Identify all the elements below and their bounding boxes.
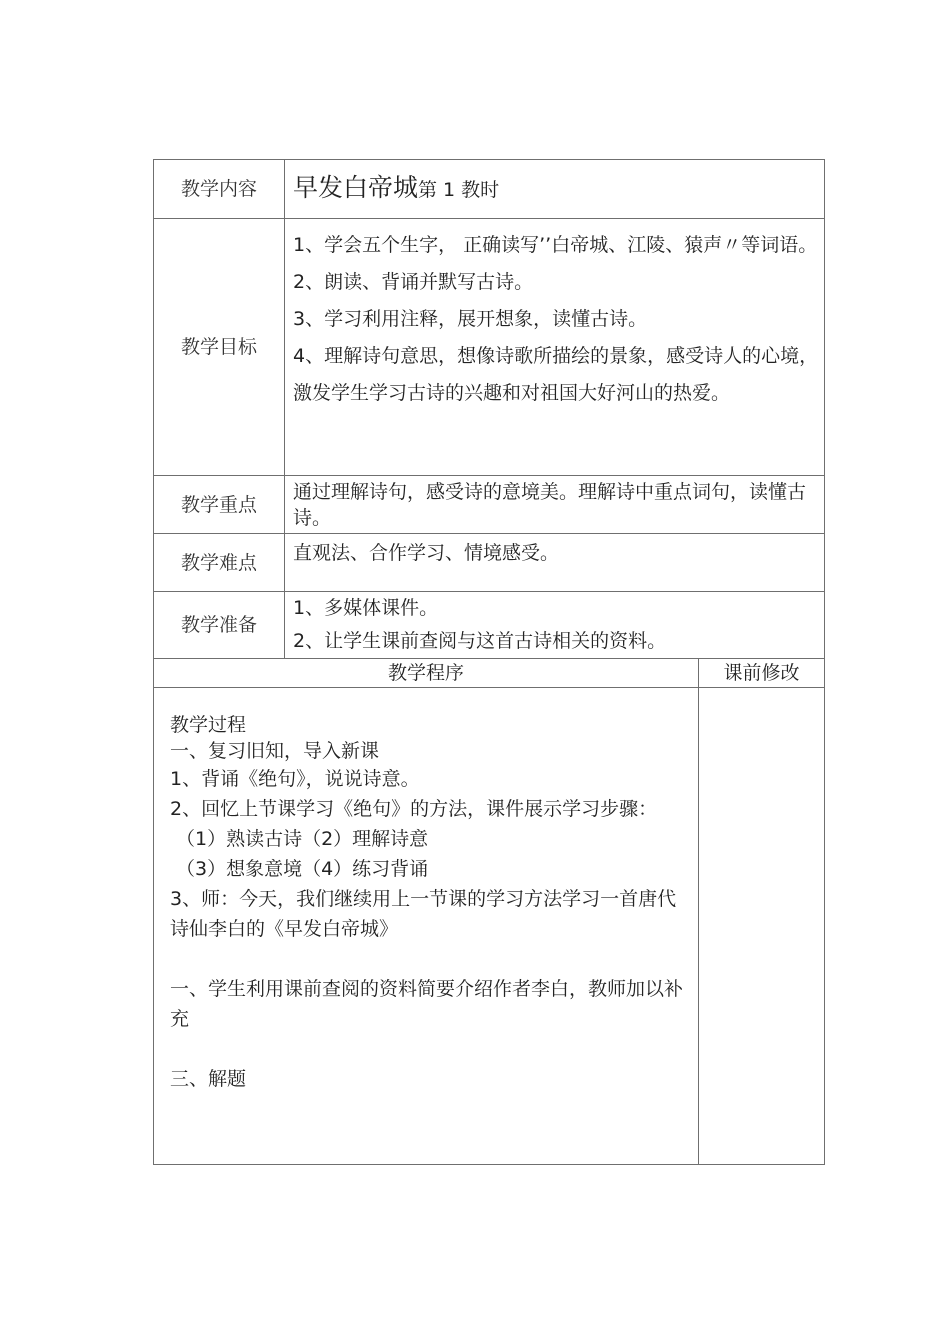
preparation-cell — [285, 592, 825, 659]
lesson-title-cell — [285, 160, 825, 219]
lesson-title: 早发白帝城 — [293, 173, 419, 202]
procedure-line: 2、回忆上节课学习《绝句》的方法，课件展示学习步骤： — [170, 798, 658, 820]
row-goals — [154, 219, 825, 476]
procedure-line: 一、复习旧知，导入新课 — [170, 740, 380, 762]
lesson-plan-table — [153, 159, 825, 1165]
procedure-blank — [170, 1034, 690, 1064]
procedure-line: 三、解题 — [170, 1068, 247, 1090]
procedure-header: 教学程序 — [154, 659, 699, 688]
row-key-points — [154, 476, 825, 534]
label-content: 教学内容 — [154, 160, 285, 219]
revision-notes-cell — [699, 688, 825, 1165]
goal-item: 3、学习利用注释，展开想象，读懂古诗。 — [293, 308, 648, 330]
label-difficulties: 教学难点 — [154, 534, 285, 592]
revision-header: 课前修改 — [699, 659, 825, 688]
row-difficulties — [154, 534, 825, 592]
goals-cell — [285, 219, 825, 476]
label-preparation: 教学准备 — [154, 592, 285, 659]
difficulties-text: 直观法、合作学习、情境感受。 — [285, 534, 825, 592]
procedure-line: （3）想象意境（4）练习背诵 — [176, 858, 429, 880]
row-procedure-body — [154, 688, 825, 1165]
goal-item: 4、理解诗句意思，想像诗歌所描绘的景象，感受诗人的心境，激发学生学习古诗的兴趣和对祖国大好河山的热爱。 — [293, 345, 819, 404]
procedure-line: 1、背诵《绝句》，说说诗意。 — [170, 768, 420, 790]
procedure-blank — [170, 944, 690, 974]
procedure-line: 一、学生利用课前查阅的资料简要介绍作者李白，教师加以补充 — [170, 978, 684, 1030]
preparation-item: 1、多媒体课件。 — [293, 597, 439, 619]
row-procedure-header — [154, 659, 825, 688]
procedure-line: 教学过程 — [170, 714, 247, 736]
procedure-content — [154, 688, 699, 1165]
lesson-period: 第 1 教时 — [418, 179, 500, 201]
procedure-line: 3、师：今天，我们继续用上一节课的学习方法学习一首唐代诗仙李白的《早发白帝城》 — [170, 888, 677, 940]
label-key-points: 教学重点 — [154, 476, 285, 534]
label-goals: 教学目标 — [154, 219, 285, 476]
preparation-item: 2、让学生课前查阅与这首古诗相关的资料。 — [293, 630, 667, 652]
row-preparation — [154, 592, 825, 659]
goals-list — [293, 219, 820, 475]
procedure-line: （1）熟读古诗（2）理解诗意 — [176, 828, 429, 850]
key-points-text: 通过理解诗句，感受诗的意境美。理解诗中重点词句，读懂古诗。 — [285, 476, 825, 534]
goal-item: 2、朗读、背诵并默写古诗。 — [293, 271, 534, 293]
goal-item: 1、学会五个生字， 正确读写’’白帝城、江陵、猿声〃等词语。 — [293, 234, 818, 256]
row-content — [154, 160, 825, 219]
